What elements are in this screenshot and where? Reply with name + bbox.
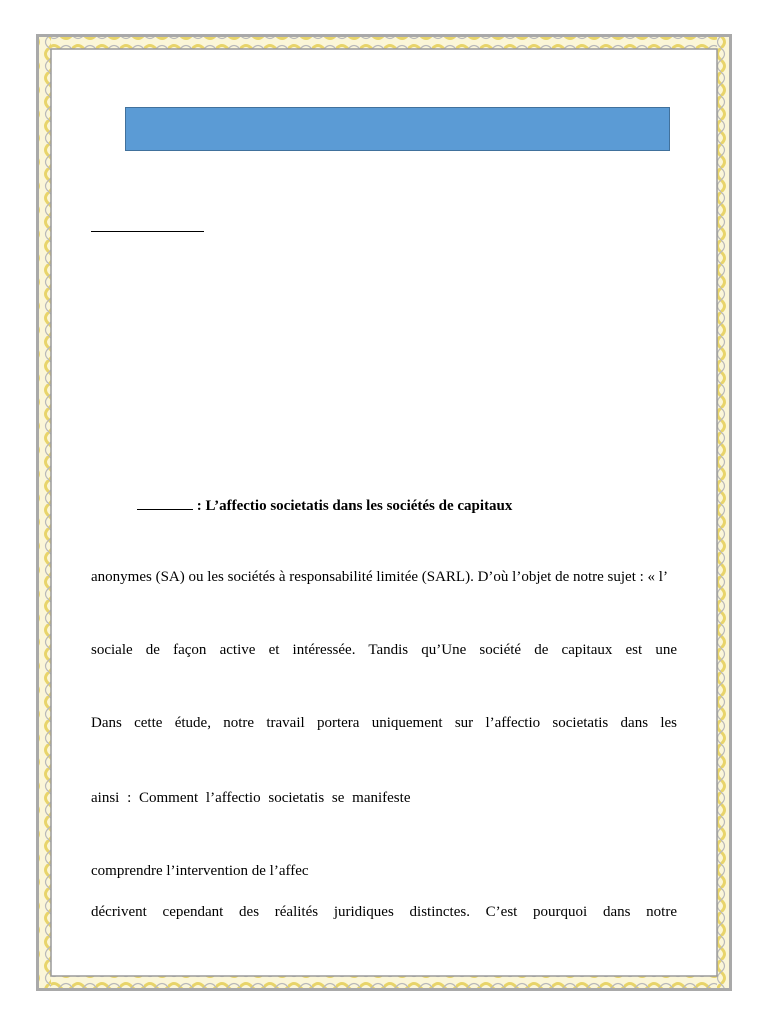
heading-text: : L’affectio societatis dans les sociétés de capitaux	[193, 498, 513, 514]
paragraph-line: Dans cette étude, notre travail portera uniquement sur l’affectio societatis dans les	[91, 715, 677, 731]
paragraph-line: anonymes (SA) ou les sociétés à responsabilité limitée (SARL). D’où l’objet de notre sujet : « l’	[91, 569, 668, 585]
title-banner	[125, 107, 670, 151]
paragraph-line: comprendre l’intervention de l’affec	[91, 863, 309, 879]
heading-blank-underline	[137, 495, 193, 510]
paragraph-line: sociale de façon active et intéressée. Tandis qu’Une société de capitaux est une	[91, 642, 677, 658]
blank-underline	[91, 231, 204, 232]
paragraph-line: décrivent cependant des réalités juridiques distinctes. C’est pourquoi dans notre	[91, 904, 677, 920]
section-heading	[137, 495, 512, 516]
paragraph-line: ainsi : Comment l’affectio societatis se manifeste	[91, 790, 411, 806]
